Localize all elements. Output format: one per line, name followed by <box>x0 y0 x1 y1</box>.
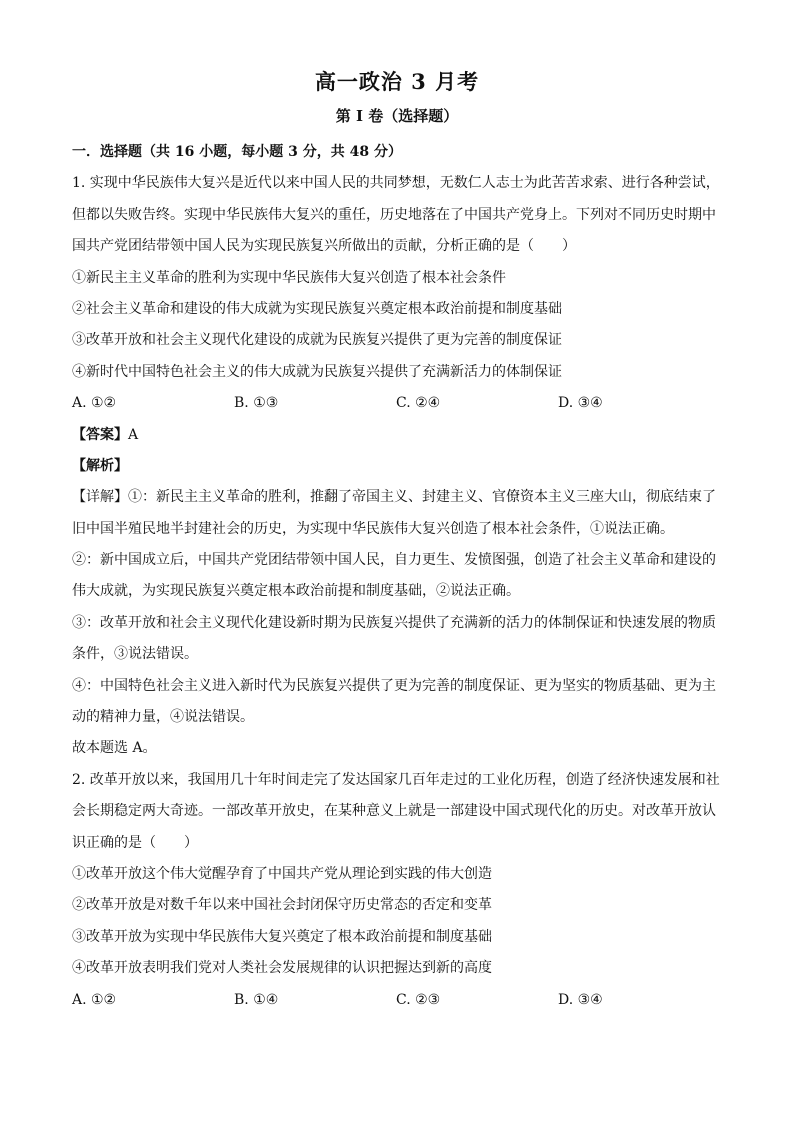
question-stem-line: 1. 实现中华民族伟大复兴是近代以来中国人民的共同梦想，无数仁人志士为此苦苦求索、进行各种尝试， <box>72 175 720 192</box>
detail-line: 【详解】①：新民主主义革命的胜利，推翻了帝国主义、封建主义、官僚资本主义三座大山，彻底结束了 <box>72 489 716 506</box>
statement-1: ①改革开放这个伟大觉醒孕育了中国共产党从理论到实践的伟大创造 <box>72 865 492 882</box>
answer-value: A <box>128 426 139 443</box>
option-a: A. ①② <box>72 395 117 412</box>
statement-3: ③改革开放为实现中华民族伟大复兴奠定了根本政治前提和制度基础 <box>72 928 492 945</box>
answer-label: 【答案】 <box>72 426 128 443</box>
question-2 <box>72 765 728 1016</box>
statement-2: ②社会主义革命和建设的伟大成就为实现民族复兴奠定根本政治前提和制度基础 <box>72 300 562 317</box>
detail-line: ④：中国特色社会主义进入新时代为民族复兴提供了更为完善的制度保证、更为坚实的物质基础、更为主 <box>72 677 716 694</box>
analysis-label: 【解析】 <box>72 457 128 474</box>
question-stem-line: 国共产党团结带领中国人民为实现民族复兴所做出的贡献，分析正确的是（ ） <box>72 238 576 255</box>
page-title: 高一政治 3 月考 <box>314 69 480 94</box>
detail-line: 条件，③说法错误。 <box>72 646 198 663</box>
question-stem-line: 但都以失败告终。实现中华民族伟大复兴的重任，历史地落在了中国共产党身上。下列对不同历史时期中 <box>72 206 716 223</box>
detail-line: 旧中国半殖民地半封建社会的历史，为实现中华民族伟大复兴创造了根本社会条件，①说法正确。 <box>72 520 674 537</box>
answer-options <box>72 388 728 419</box>
option-d: D. ③④ <box>558 991 603 1008</box>
detail-line: ③：改革开放和社会主义现代化建设新时期为民族复兴提供了充满新的活力的体制保证和快速发展的物质 <box>72 614 716 631</box>
option-d: D. ③④ <box>558 395 603 412</box>
option-a: A. ①② <box>72 991 117 1008</box>
statement-1: ①新民主主义革命的胜利为实现中华民族伟大复兴创造了根本社会条件 <box>72 269 506 286</box>
answer-line <box>72 420 728 451</box>
section-heading: 一．选择题（共 16 小题，每小题 3 分，共 48 分） <box>72 144 402 160</box>
statement-4: ④改革开放表明我们党对人类社会发展规律的认识把握达到新的高度 <box>72 960 492 977</box>
question-stem-line: 2. 改革开放以来，我国用几十年时间走完了发达国家几百年走过的工业化历程，创造了经济快速发展和社 <box>72 771 720 788</box>
page-subtitle: 第 I 卷（选择题） <box>335 107 459 125</box>
document-body <box>72 137 728 1016</box>
statement-2: ②改革开放是对数千年以来中国社会封闭保守历史常态的否定和变革 <box>72 897 492 914</box>
option-b: B. ①③ <box>234 395 279 412</box>
question-stem-line: 识正确的是（ ） <box>72 834 198 851</box>
detail-line: 伟大成就，为实现民族复兴奠定根本政治前提和制度基础，②说法正确。 <box>72 583 520 600</box>
detail-line: ②：新中国成立后，中国共产党团结带领中国人民，自力更生、发愤图强，创造了社会主义革命和建设的 <box>72 552 716 569</box>
detail-conclusion: 故本题选 A。 <box>72 740 157 757</box>
statement-3: ③改革开放和社会主义现代化建设的成就为民族复兴提供了更为完善的制度保证 <box>72 332 562 349</box>
option-c: C. ②④ <box>396 395 441 412</box>
option-c: C. ②③ <box>396 991 441 1008</box>
question-1 <box>72 168 728 764</box>
answer-options <box>72 985 728 1016</box>
statement-4: ④新时代中国特色社会主义的伟大成就为民族复兴提供了充满新活力的体制保证 <box>72 363 562 380</box>
detail-line: 动的精神力量，④说法错误。 <box>72 709 254 726</box>
option-b: B. ①④ <box>234 991 279 1008</box>
question-stem-line: 会长期稳定两大奇迹。一部改革开放史，在某种意义上就是一部建设中国式现代化的历史。对改革开放认 <box>72 803 716 820</box>
